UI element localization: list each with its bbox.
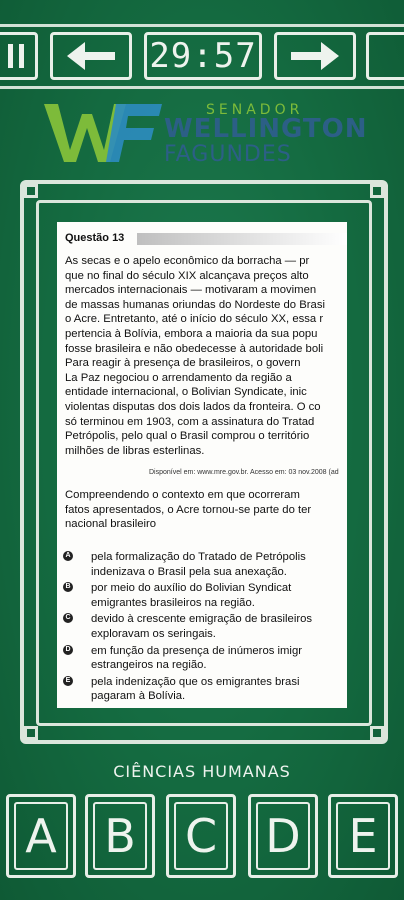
timer: 29:57	[149, 36, 257, 76]
logo-wellington: WELLINGTON	[164, 114, 368, 144]
question-prompt	[65, 488, 347, 532]
alternative-line: devido à crescente emigração de brasileiros	[91, 613, 313, 626]
text-line: Para reagir à presença de brasileiros, o govern	[65, 357, 301, 370]
wf-logo-mark	[44, 100, 164, 166]
answer-button-inner	[336, 802, 390, 870]
pause-button[interactable]	[0, 32, 38, 80]
answer-letter: E	[348, 809, 378, 863]
top-rule-upper	[0, 24, 404, 27]
text-line: o Acre. Entretanto, até o início do século XX, essa r	[65, 313, 324, 326]
previous-question-button[interactable]	[50, 32, 132, 80]
alternative-line: pagaram à Bolívia.	[91, 690, 186, 703]
text-line: de massas humanas oriundas do Nordeste do Brasi	[65, 298, 325, 311]
text-line: mercados internacionais — motivaram a movimen	[65, 284, 317, 297]
alternative-d	[63, 644, 347, 673]
text-line: entidade internacional, o Bolivian Syndicate, inic	[65, 386, 307, 399]
logo-senador: SENADOR	[206, 102, 304, 118]
alternative-line: exploravam os seringais.	[91, 627, 216, 640]
text-line: Petrópolis, pelo qual o Brasil comprou o território	[65, 430, 310, 443]
header-gradient-bar	[137, 233, 347, 245]
answer-button-inner	[256, 802, 310, 870]
subject-category: CIÊNCIAS HUMANAS	[113, 762, 291, 781]
answer-letter: D	[265, 809, 301, 863]
alternative-a	[63, 550, 347, 579]
sponsor-logo	[44, 100, 374, 170]
question-text	[65, 254, 347, 458]
alternative-line: por meio do auxílio do Bolivian Syndicat	[91, 582, 292, 595]
alternative-line: estrangeiros na região.	[91, 659, 207, 672]
answer-letter: A	[25, 809, 57, 863]
question-header	[57, 230, 347, 246]
answer-button-c[interactable]	[166, 794, 236, 878]
alternative-line: emigrantes brasileiros na região.	[91, 596, 255, 609]
next-question-button[interactable]	[274, 32, 356, 80]
alternative-line: pela indenização que os emigrantes brasi	[91, 675, 300, 688]
answer-button-a[interactable]	[6, 794, 76, 878]
alternative-line: em função da presença de inúmeros imigr	[91, 644, 302, 657]
text-line: La Paz negociou o arrendamento da região a	[65, 371, 292, 384]
alternative-line: indenizava o Brasil pela sua anexação.	[91, 565, 287, 578]
text-line: violentas disputas dos dois lados da fronteira. O co	[65, 400, 321, 413]
answer-letter: B	[104, 809, 136, 863]
menu-button[interactable]	[366, 32, 404, 80]
alternatives-list	[63, 550, 347, 706]
frame-corner-tr	[370, 184, 384, 198]
logo-fagundes: FAGUNDES	[164, 142, 292, 167]
answer-button-inner	[174, 802, 228, 870]
text-line: As secas e o apelo econômico da borracha — pr	[65, 255, 310, 267]
question-sheet[interactable]	[57, 222, 347, 708]
answer-button-b[interactable]	[85, 794, 155, 878]
alternative-line: pela formalização do Tratado de Petrópolis	[91, 551, 306, 563]
text-line: pertencia à Bolívia, embora a maioria da sua popu	[65, 327, 318, 340]
source-citation: Disponível em: www.mre.gov.br. Acesso em: 03 nov.2008 (ad	[149, 469, 339, 476]
answer-button-d[interactable]	[248, 794, 318, 878]
question-title: Questão 13	[65, 232, 125, 244]
text-line: milhões de libras esterlinas.	[65, 444, 205, 457]
text-line: só terminou em 1903, com a assinatura do Tratad	[65, 415, 315, 428]
prompt-line: fatos apresentados, o Acre tornou-se parte do ter	[65, 503, 312, 516]
pause-icon	[6, 43, 26, 69]
text-line: que no final do século XIX alcançava preços alto	[65, 269, 309, 282]
prompt-line: Compreendendo o contexto em que ocorreram	[65, 489, 300, 501]
answer-button-e[interactable]	[328, 794, 398, 878]
alternative-e	[63, 675, 347, 704]
alternative-badge: E	[63, 676, 73, 686]
answer-button-inner	[14, 802, 68, 870]
frame-corner-br	[370, 726, 384, 740]
top-rule-lower	[0, 86, 404, 89]
frame-corner-bl	[24, 726, 38, 740]
arrow-left-icon	[65, 39, 117, 73]
alternative-c	[63, 612, 347, 641]
frame-corner-tl	[24, 184, 38, 198]
text-line: fosse brasileira e não obedecesse à autoridade boli	[65, 342, 324, 355]
arrow-right-icon	[289, 39, 341, 73]
answer-button-inner	[93, 802, 147, 870]
alternative-badge: A	[63, 551, 73, 561]
timer-box	[144, 32, 262, 80]
prompt-line: nacional brasileiro	[65, 518, 157, 531]
alternative-badge: D	[63, 645, 73, 655]
alternative-badge: B	[63, 582, 73, 592]
alternative-badge: C	[63, 613, 73, 623]
alternative-b	[63, 581, 347, 610]
answer-letter: C	[184, 809, 218, 863]
